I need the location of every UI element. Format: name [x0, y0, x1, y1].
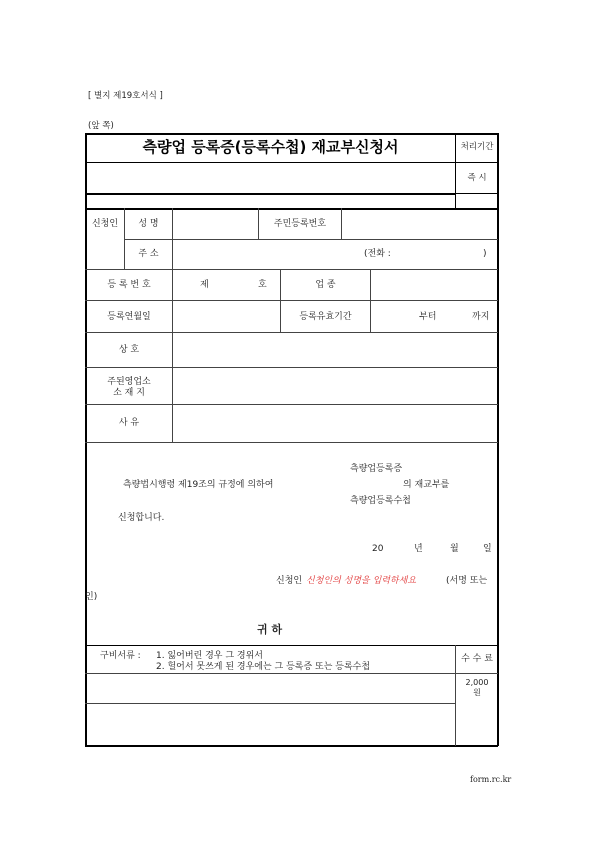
statement-reissue: 의 재교부를 [403, 480, 450, 490]
recipient-label: 귀 하 [257, 623, 283, 636]
date-day: 일 [483, 544, 492, 554]
date-year-prefix: 20 [372, 544, 384, 554]
resident-number-label: 주민등록번호 [273, 219, 327, 229]
registration-date-field[interactable] [173, 301, 280, 332]
registration-date-label: 등록연월일 [107, 312, 151, 322]
statement-request: 신청합니다. [118, 513, 165, 523]
validity-period-label: 등록유효기간 [299, 312, 352, 322]
statement-item-bottom: 측량업등록수첩 [350, 496, 411, 506]
name-label: 성 명 [138, 219, 159, 229]
statement-prefix: 측량법시행령 제19조의 규정에 의하여 [123, 480, 274, 490]
date-year: 년 [414, 544, 423, 554]
date-month: 월 [450, 544, 459, 554]
fee-unit: 원 [473, 688, 481, 697]
fee-amount: 2,000 [465, 678, 489, 687]
documents-label: 구비서류 : [100, 651, 141, 661]
office-location-field[interactable] [173, 368, 497, 404]
applicant-group-label: 신청인 [91, 219, 119, 229]
processing-period-label: 처리기간 [460, 142, 494, 152]
registration-number-label: 등 록 번 호 [107, 280, 151, 290]
business-type-label: 업 종 [315, 280, 336, 290]
source-label: form.rc.kr [470, 775, 512, 784]
documents-item-2: 2. 헐어서 못쓰게 된 경우에는 그 등록증 또는 등록수첩 [156, 662, 371, 672]
validity-to: 까지 [472, 312, 490, 322]
form-number: [ 별지 제19호서식 ] [88, 91, 163, 101]
signature-note: (서명 또는 [446, 576, 488, 586]
documents-item-1: 1. 잃어버린 경우 그 경위서 [156, 651, 263, 661]
office-location-label-line1: 주된영업소 [107, 377, 151, 387]
page-side-label: (앞 쪽) [88, 121, 114, 131]
trade-name-field[interactable] [173, 333, 497, 367]
trade-name-label: 상 호 [118, 345, 140, 355]
phone-label: (전화 : [364, 249, 391, 259]
office-location-label-line2: 소 재 지 [113, 388, 145, 398]
validity-from: 부터 [419, 312, 437, 322]
phone-close: ) [483, 249, 487, 259]
processing-period-value: 즉 시 [467, 173, 487, 183]
statement-item-top: 측량업등록증 [350, 464, 403, 474]
reason-field[interactable] [173, 405, 497, 442]
business-type-field[interactable] [371, 270, 497, 300]
form-title: 측량업 등록증(등록수첩) 재교부신청서 [142, 138, 399, 156]
resident-number-field[interactable] [342, 209, 497, 239]
signer-name-input[interactable]: 신청인의 성명을 입력하세요 [306, 576, 417, 586]
registration-number-prefix: 제 [200, 280, 209, 290]
address-label: 주 소 [138, 249, 159, 259]
fee-label: 수 수 료 [461, 654, 493, 664]
signature-note-end: 인) [85, 592, 98, 602]
name-field[interactable] [173, 209, 258, 239]
reason-label: 사 유 [118, 418, 140, 428]
signer-label: 신청인 [276, 576, 303, 586]
address-field[interactable] [173, 240, 497, 269]
registration-number-suffix: 호 [258, 280, 267, 290]
